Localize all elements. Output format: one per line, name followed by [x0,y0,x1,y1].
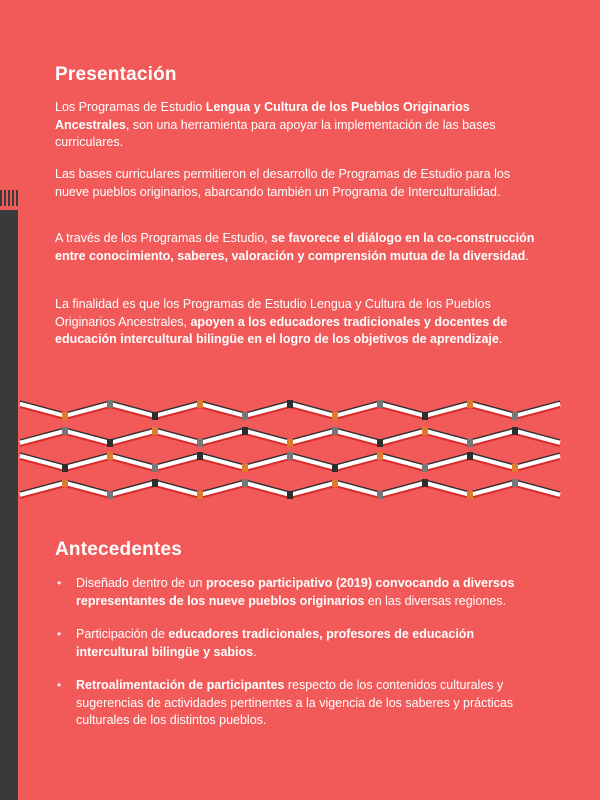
pattern-zigzag-line [20,459,560,471]
pattern-accent-block [62,412,68,420]
bullet-icon: • [57,627,62,641]
pattern-accent-block [152,464,158,472]
indigenous-pattern-decoration [0,400,600,510]
pattern-accent-block [197,491,203,499]
pattern-accent-block [287,400,293,408]
text-run: La finalidad es que los Programas de Estudio Lengua y Cultura de los Pueblos Originarios Ancestrales, [55,297,491,329]
list-item [55,575,545,610]
pattern-accent-block [467,439,473,447]
pattern-accent-block [332,464,338,472]
pattern-accent-block [62,427,68,435]
pattern-accent-block [467,400,473,408]
pattern-accent-block [422,479,428,487]
pattern-accent-block [512,464,518,472]
pattern-accent-block [152,479,158,487]
pattern-accent-block [377,491,383,499]
pattern-accent-block [422,427,428,435]
pattern-accent-block [287,491,293,499]
bold-run: se favorece el diálogo en la co-construcción entre conocimiento, saberes, valoración y comprensión mutua de la diversidad [55,231,535,263]
pattern-accent-block [512,412,518,420]
pattern-accent-block [332,479,338,487]
text-run: respecto de los contenidos culturales y sugerencias de actividades pertinentes a la vigencia de los saberes y prácticas culturales de los distintos pueblos. [76,678,514,727]
pattern-accent-block [152,427,158,435]
pattern-accent-block [332,412,338,420]
section-title-antecedentes: Antecedentes [55,539,182,560]
text-run: en las diversas regiones. [364,593,507,608]
text-run: . [253,644,257,659]
list-item [55,626,545,661]
pattern-accent-block [287,452,293,460]
pattern-accent-block [107,439,113,447]
pattern-accent-block [377,452,383,460]
presentacion-paragraph-1 [55,99,535,152]
bold-run: Lengua y Cultura de los Pueblos Originarios Ancestrales [55,100,470,132]
antecedentes-list [55,575,545,730]
pattern-accent-block [197,400,203,408]
pattern-accent-block [62,479,68,487]
bold-run: proceso participativo (2019) convocando a diversos representantes de los nueve pueblos originarios [76,576,515,608]
pattern-accent-block [512,427,518,435]
pattern-accent-block [107,491,113,499]
pattern-accent-block [332,427,338,435]
pattern-accent-block [242,427,248,435]
pattern-accent-block [242,479,248,487]
pattern-accent-block [62,464,68,472]
pattern-zigzag-line [20,480,560,492]
pattern-zigzag-line [20,407,560,419]
pattern-accent-block [107,400,113,408]
pattern-accent-block [467,491,473,499]
text-run: Participación de [76,627,169,641]
text-run: Los Programas de Estudio [55,100,206,114]
text-run: A través de los Programas de Estudio, [55,231,272,245]
pattern-accent-block [377,439,383,447]
pattern-accent-block [107,452,113,460]
pattern-accent-block [242,412,248,420]
pattern-accent-block [422,464,428,472]
bold-run: Retroalimentación de participantes [76,678,285,692]
presentacion-paragraph-3 [55,230,535,265]
pattern-accent-block [152,412,158,420]
bullet-icon: • [57,576,62,590]
section-title-presentacion: Presentación [55,64,177,85]
pattern-accent-block [242,464,248,472]
text-run: . [525,248,529,263]
pattern-zigzag-line [20,428,560,440]
bold-run: apoyen a los educadores tradicionales y docentes de educación intercultural bilingüe en el logro de los objetivos de aprendizaje [55,314,508,346]
pattern-accent-block [467,452,473,460]
pattern-accent-block [197,452,203,460]
pattern-accent-block [422,412,428,420]
text-run: Diseñado dentro de un [76,576,206,590]
text-run: . [498,332,503,346]
presentacion-paragraph-2: Las bases curriculares permitieron el desarrollo de Programas de Estudio para los nueve pueblos originarios, abarcando también un Programa de Interculturalidad. [55,167,511,199]
bullet-icon: • [57,678,62,692]
pattern-accent-block [287,439,293,447]
list-item [55,677,545,730]
pattern-accent-block [197,439,203,447]
side-ticks-decoration [0,190,18,206]
bold-run: educadores tradicionales, profesores de educación intercultural bilingüe y sabios [76,627,475,659]
presentacion-paragraph-4 [55,296,535,349]
pattern-accent-block [512,479,518,487]
pattern-accent-block [377,400,383,408]
text-run: , son una herramienta para apoyar la implementación de las bases curriculares. [55,117,496,149]
